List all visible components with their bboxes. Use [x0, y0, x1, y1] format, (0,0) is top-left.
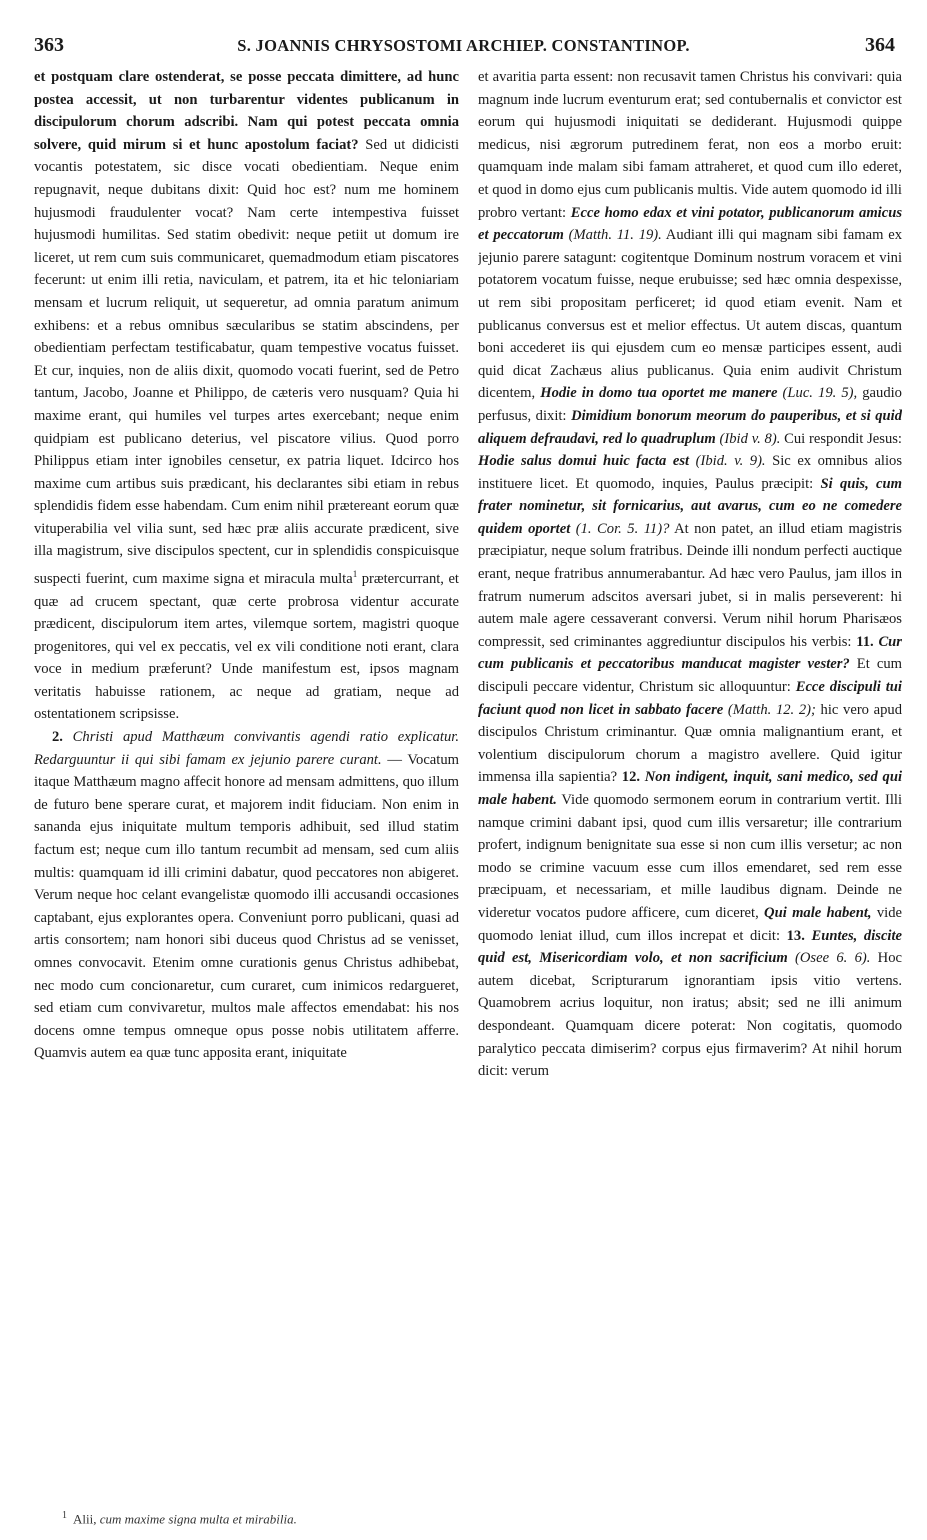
footnote-reference: 1 — [352, 569, 358, 580]
body-text: Vide quomodo sermonem eorum in contrarium vertit. Illi namque crimini dabant ipsi, quod cum illis versaretur; ille contrarium profert, indignum benignitate sua esse si non cum illis versetur; ac non modo se crimine vacuum esse cum illos emendaret, sed rem esse præcipuam, et necessariam, et mille laudibus dignam. Deinde ne videretur vocatos pudore afficere, cum diceret, — [478, 792, 902, 921]
section-summary: Christi apud Matthæum convivantis agendi ratio explicatur. Redarguuntur ii qui sibi famam ex jejunio parere curant. — [34, 729, 459, 768]
bold-text: et postquam clare ostenderat, se posse peccata dimittere, ad hunc postea accessit, ut non turbarentur videntes publicanum in discipulorum chorum adscribi. Nam qui potest peccata omnia solvere, quid mirum si et hunc apostolum faciat? — [34, 69, 459, 153]
scripture-quote: Euntes, discite quid est, Misericordiam volo, et non sacrificium — [478, 927, 902, 967]
body-text: gaudio perfusus, dixit: — [478, 385, 902, 424]
scripture-quote: Ecce homo edax et vini potator, publicanorum amicus et peccatorum — [478, 204, 902, 244]
footnote-mark: 1 — [62, 1510, 67, 1521]
scripture-reference: (Osee 6. 6). — [787, 950, 871, 967]
scripture-reference: (Ibid. v. 9). — [689, 453, 766, 470]
body-text: prætercurrant, et quæ ad crucem spectant, quæ certe probrosa videntur accurate prædicent, discipulorum item artes, vilemque sortem, magistri quoque progenitores, qui vel ex peccatis, vel ex vili conditione noti erant, clara voce in medium præferunt? Unde manifestum est, ipsos magnam veritatis habuisse rationem, ac neque ad gratiam, neque ad ostentationem scripsisse. — [34, 570, 459, 723]
body-text: Audiant illi qui magnam sibi famam ex jejunio parere satagunt: cogitentque Dominum nostrum voracem et vini potatorem vocatum fuisse, neque erubuisse; sed hæc omnia despexisse, ut rem sibi propositam perficeret; id quod etiam evenit. Nam et publicanus conversus est et melior effectus. Ut autem discas, quantum boni accederet iis qui ejusdem cum eo mensæ participes essent, audi quid dicat Zachæus alius publicanus. Quia enim audivit Christum dicentem, — [478, 227, 902, 402]
body-text: hic vero apud discipulos Christum criminantur. Quæ omnia malignantium erant, et volentium discipulorum chorum a magistro avellere. Quid igitur immensa illa sapientia? — [478, 701, 902, 786]
footnote-text-italic: cum maxime signa multa et mirabilia. — [96, 1511, 297, 1527]
scripture-quote: Ecce discipuli tui faciunt quod non licet in sabbato facere — [478, 679, 902, 718]
scripture-reference: (1. Cor. 5. 11)? — [570, 520, 670, 537]
section-number: 2. — [52, 729, 63, 746]
body-text: Et cum discipuli peccare videntur, Christum sic alloquuntur: — [478, 656, 902, 696]
left-column — [34, 66, 459, 1476]
verse-number: 11. — [851, 633, 874, 650]
scripture-quote: Hodie in domo tua oportet me manere — [535, 385, 778, 402]
scripture-quote: Dimidium bonorum meorum do pauperibus, et si quid aliquem defraudavi, red lo quadruplum — [478, 407, 902, 447]
scripture-quote: Hodie salus domui huic facta est — [478, 453, 690, 470]
scripture-quote: Si quis, cum frater nominetur, sit fornicarius, aut avarus, cum eo ne comedere quidem oportet — [478, 475, 902, 537]
body-text: vide quomodo leniat illud, cum illos increpat et dicit: — [478, 904, 902, 944]
paragraph-3 — [478, 66, 902, 1083]
body-text: Sic ex omnibus alios instituere licet. Et quomodo, inquies, Paulus præcipit: — [478, 453, 902, 492]
body-text: et avaritia parta essent: non recusavit tamen Christus his convivari: quia magnum inde lucrum eventurum erat; sed contubernalis et convictor est eorum qui hujusmodi iniquitati se dediderant. Hujusmodi quippe medicus, nisi ægrorum putredinem ferat, non eos a morbo eruit: quamquam inde malam sibi famam attraheret, et quod cum illo ederet, et quod in domo ejus cum publicanis multis. Vide autem quomodo id illi probro vertant: — [478, 69, 902, 221]
body-text: At non patet, an illud etiam magistris præcipiatur, neque solum fratribus. Deinde illi nondum perfecti auctique erant, neque fratribus annumerabantur. Ad hæc vero Paulus, jam illos in fratrum numerum adscitos aversari jubet, si in malis perseverent: hi autem male agere cessaverant conversi. Verum nihil horum Pharisæos compressit, sed criminantes aggrediuntur discipulos his verbis: — [478, 520, 902, 650]
body-text: Hoc autem dicebat, Scripturarum ignorantiam ipsis vitio vertens. Quamobrem acrius loquitur, non iratus; absit; sed ne illi animum despondeant. Quamquam dicere poterat: Non cogitatis, quomodo paralytico peccata dimiserim? corpus ejus firmaverim? At nihil horum dicit: verum — [478, 950, 902, 1080]
page-number-right: 364 — [865, 34, 895, 56]
footnote — [62, 1508, 462, 1527]
scripture-reference: (Luc. 19. 5), — [777, 385, 858, 402]
footnote-text: Alii, — [73, 1511, 97, 1527]
scripture-quote: Non indigent, inquit, sani medico, sed qui male habent. — [478, 769, 902, 808]
scripture-reference: (Matth. 11. 19). — [563, 227, 662, 244]
scripture-quote: Cur cum publicanis et peccatoribus manducat magister vester? — [478, 633, 902, 673]
body-text: Cui respondit Jesus: — [780, 430, 902, 447]
verse-number: 13. — [780, 927, 805, 944]
verse-number: 12. — [617, 769, 641, 786]
paragraph-2 — [34, 726, 459, 1065]
scripture-quote: Qui male habent, — [758, 904, 872, 921]
page-number-left: 363 — [34, 34, 64, 56]
paragraph-1 — [34, 66, 459, 726]
running-title: S. JOANNIS CHRYSOSTOMI ARCHIEP. CONSTANTINOP. — [237, 36, 690, 55]
scripture-reference: (Matth. 12. 2); — [723, 701, 816, 718]
right-column — [478, 66, 902, 1476]
body-text: — Vocatum itaque Matthæum magno affecit honore ad mensam admittens, quo illum de futuro bene sperare curat, et majorem indit fiduciam. Non enim in sananda ejus iniquitate multum temporis adhibuit, sed illud statim factum est; neque cum illo tantum recumbit ad mensam, sed cum aliis multis: quamquam id illi crimini dabatur, quod peccatores non abigeret. Verum neque hoc celant evangelistæ quomodo illi accusandi occasiones captabant, ejus explorantes opera. Conveniunt porro publicani, quasi ad artis consortem; nam honori sibi duceus quod Christus ad se venisset, omnes convocavit. Etenim omne curationis genus Christus adhibebat, nec modo cum concionaretur, cum curaret, cum inimicos redargueret, sed etiam cum convivaretur, multos male affectos emendabat: his nos docens omne tempus omneque opus posse nobis utilitatem afferre. Quamvis autem ea quæ tunc apposita erant, iniquitate — [34, 751, 459, 1062]
scripture-reference: (Ibid v. 8). — [715, 430, 781, 447]
running-head — [30, 34, 897, 60]
body-text: Sed ut didicisti vocantis potestatem, sic disce vocati obedientiam. Neque enim repugnavit, neque dubitans dixit: Quid hoc est? num me hominem hujusmodi fraudulenter vocat? Nam certe intempestiva fuisset hujusmodi humilitas. Sed statim obedivit: neque petiit ut domum ire liceret, ut rem cum suis communicaret, quemadmodum etiam piscatores fecerunt: ut enim illi retia, naviculam, et patrem, ita et hic teloniariam mensam et lucrum reliquit, ut sequeretur, ad omnia paratum animum exhibens: et a rebus omnibus sæcularibus se statim abscindens, per obedientiam perfectam testificabatur, quam tempestive vocatus fuisset. Et cur, inquies, non de aliis dixit, quomodo vocati fuerint, sed de Petro tantum, Jacobo, Joanne et Philippo, de cæteris vero nusquam? Quia hi maxime erant, qui humiles vel turpes artes exercebant; neque enim quidpiam est publicano deterius, vel piscatore vilius. Quod porro Philippus etiam inter ignobiles censetur, ex patria liquet. Idcirco hos maxime cum artibus suis prædicant, his declarantes sibi etiam in rebus splendidis fidem esse habendam. Cum enim nihil prætereant eorum quæ vituperabilia vel vilia sunt, sed hæc præ aliis accurate prædicent, sive illa magistrum, sive discipulos spectent, cur in splendidis conspicuisque suspecti fuerint, cum maxime signa et miracula multa — [34, 136, 459, 587]
